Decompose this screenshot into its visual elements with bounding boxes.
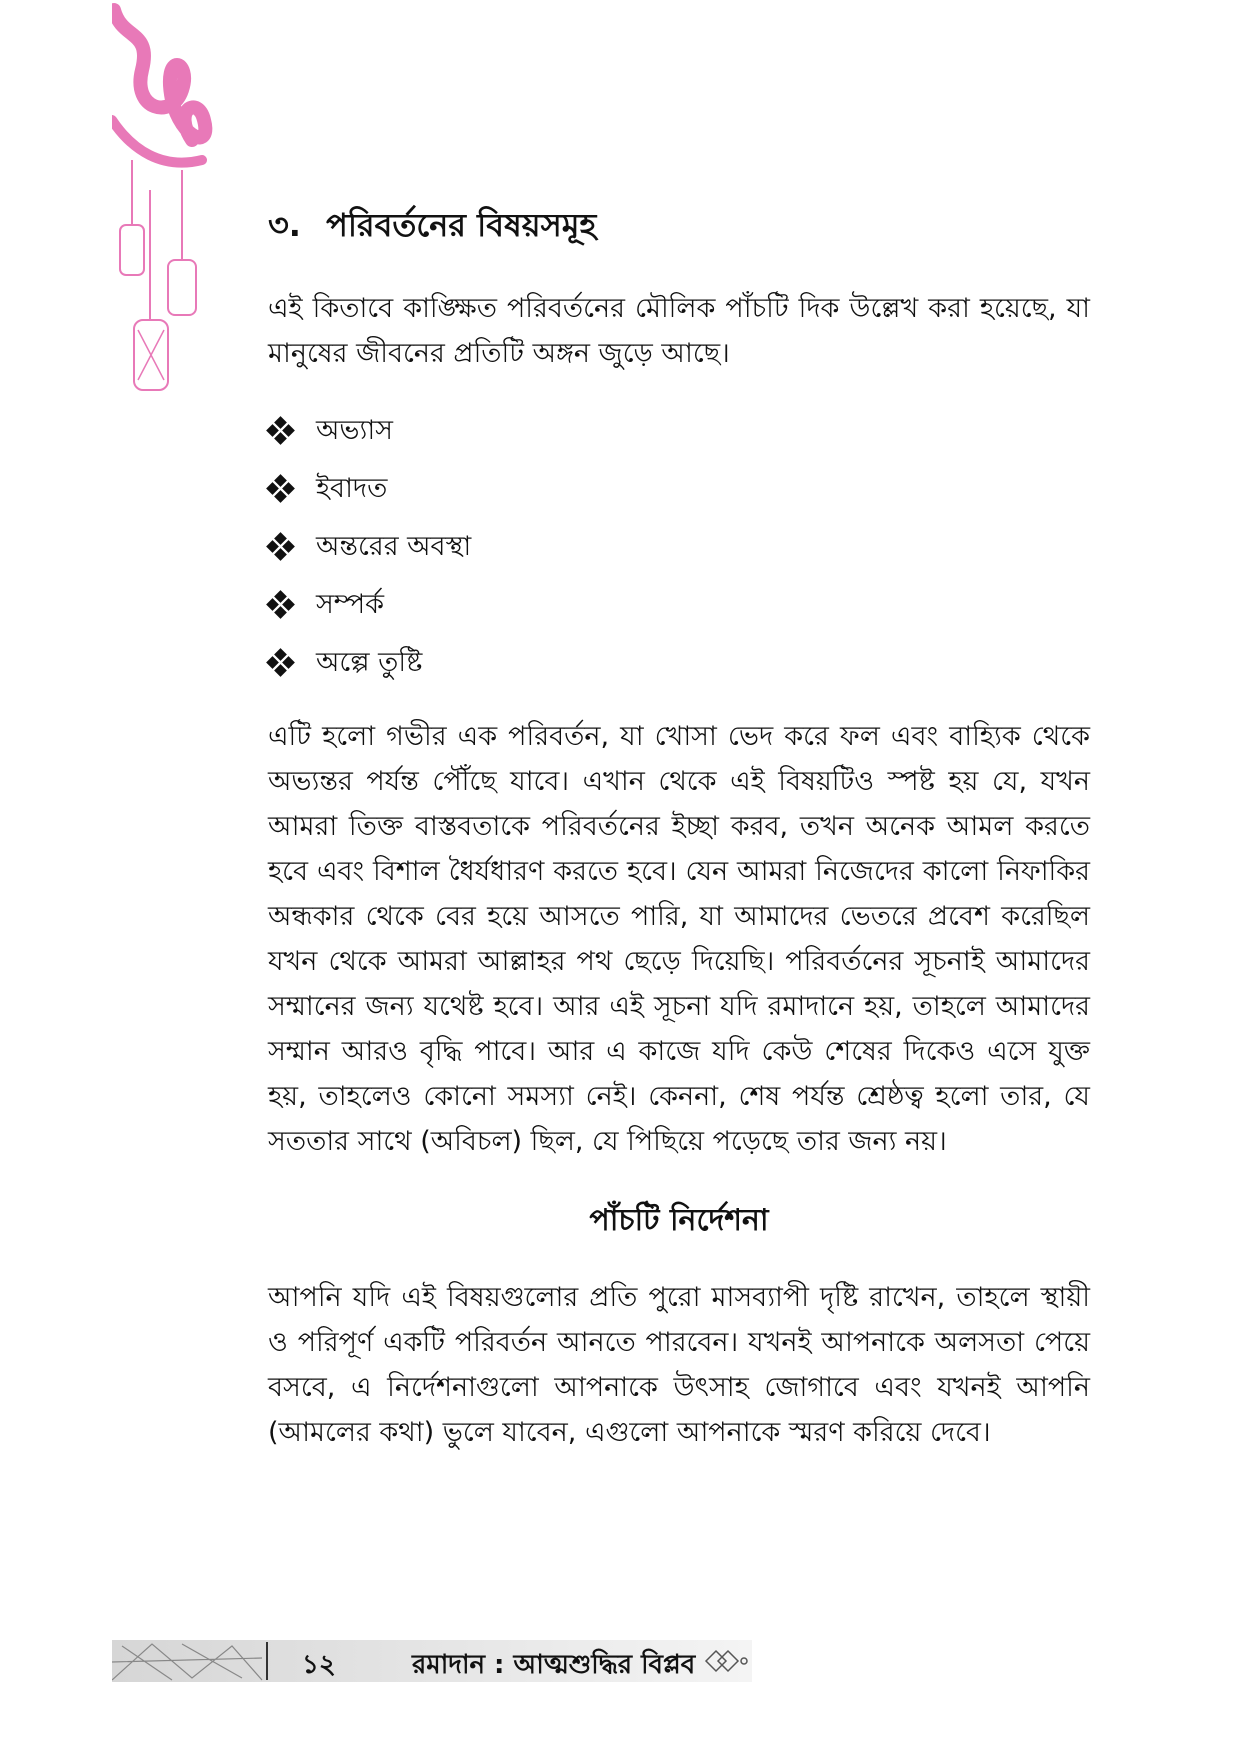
list-item-label: অল্পে তুষ্টি	[316, 647, 423, 678]
list-item-label: অন্তরের অবস্থা	[316, 531, 472, 562]
lantern-ornament-icon	[112, 0, 252, 420]
list-item	[268, 634, 1090, 692]
diamond-bullet-icon	[268, 592, 294, 618]
page-footer	[112, 1640, 752, 1682]
book-title: রমাদান : আত্মশুদ্ধির বিপ্লব	[412, 1650, 696, 1680]
ornament-icon	[702, 1648, 750, 1674]
list-item	[268, 518, 1090, 576]
list-item-label: ইবাদত	[316, 473, 388, 504]
body-paragraph-2: আপনি যদি এই বিষয়গুলোর প্রতি পুরো মাসব্যাপী দৃষ্টি রাখেন, তাহলে স্থায়ী ও পরিপূর্ণ একটি পরিবর্তন আনতে পারবেন। যখনই আপনাকে অলসতা পেয়ে বসবে, এ নির্দেশনাগুলো আপনাকে উৎসাহ জোগাবে এবং যখনই আপনি (আমলের কথা) ভুলে যাবেন, এগুলো আপনাকে স্মরণ করিয়ে দেবে।	[268, 1282, 1090, 1448]
list-item	[268, 460, 1090, 518]
list-item	[268, 402, 1090, 460]
list-item-label: অভ্যাস	[316, 415, 393, 446]
list-item	[268, 576, 1090, 634]
section-number: ৩.	[268, 206, 301, 244]
geometric-pattern-icon	[112, 1640, 272, 1682]
list-item-label: সম্পর্ক	[316, 589, 385, 620]
diamond-bullet-icon	[268, 650, 294, 676]
page-number: ১২	[302, 1650, 336, 1680]
section-title: পরিবর্তনের বিষয়সমূহ	[326, 206, 597, 244]
diamond-bullet-icon	[268, 418, 294, 444]
diamond-bullet-icon	[268, 534, 294, 560]
page-content	[268, 200, 1090, 1455]
body-paragraph-1: এটি হলো গভীর এক পরিবর্তন, যা খোসা ভেদ করে ফল এবং বাহ্যিক থেকে অভ্যন্তর পর্যন্ত পৌঁছে যাবে। এখান থেকে এই বিষয়টিও স্পষ্ট হয় যে, যখন আমরা তিক্ত বাস্তবতাকে পরিবর্তনের ইচ্ছা করব, তখন অনেক আমল করতে হবে এবং বিশাল ধৈর্যধারণ করতে হবে। যেন আমরা নিজেদের কালো নিফাকির অন্ধকার থেকে বের হয়ে আসতে পারি, যা আমাদের ভেতরে প্রবেশ করেছিল যখন থেকে আমরা আল্লাহর পথ ছেড়ে দিয়েছি। পরিবর্তনের সূচনাই আমাদের সম্মানের জন্য যথেষ্ট হবে। আর এই সূচনা যদি রমাদানে হয়, তাহলে আমাদের সম্মান আরও বৃদ্ধি পাবে। আর এ কাজে যদি কেউ শেষের দিকেও এসে যুক্ত হয়, তাহলেও কোনো সমস্যা নেই। কেননা, শেষ পর্যন্ত শ্রেষ্ঠত্ব হলো তার, যে সততার সাথে (অবিচল) ছিল, যে পিছিয়ে পড়েছে তার জন্য নয়।	[268, 721, 1090, 1157]
bullet-list	[268, 402, 1090, 692]
subheading: পাঁচটি নির্দেশনা	[589, 1203, 769, 1238]
section-heading	[268, 200, 1090, 254]
diamond-bullet-icon	[268, 476, 294, 502]
intro-paragraph: এই কিতাবে কাঙ্ক্ষিত পরিবর্তনের মৌলিক পাঁচটি দিক উল্লেখ করা হয়েছে, যা মানুষের জীবনের প্রতিটি অঙ্গন জুড়ে আছে।	[268, 293, 1090, 369]
